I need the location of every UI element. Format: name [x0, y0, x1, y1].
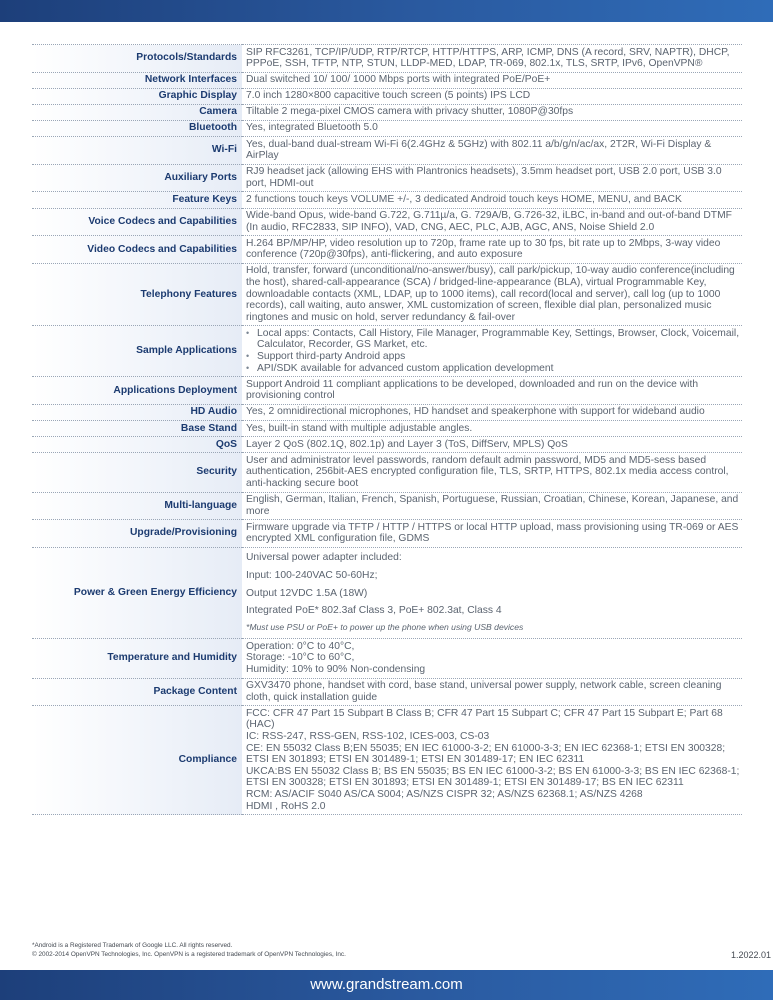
bottom-banner: [0, 970, 773, 1000]
footnotes: [32, 941, 752, 959]
spec-row-protocols-standards: [32, 45, 742, 73]
spec-line: Storage: -10°C to 60°C,: [246, 652, 355, 664]
website-link[interactable]: www.grandstream.com: [310, 976, 463, 993]
spec-label: Telephony Features: [32, 263, 242, 325]
spec-line: CE: EN 55032 Class B;EN 55035; EN IEC 61000-3-2; EN 61000-3-3; EN IEC 62368-1; ETSI EN 300328; ETSI EN 301893; ETSI EN 301489-1; ETSI EN 301489-17; EN IEC 62311: [246, 742, 726, 766]
spec-line: Humidity: 10% to 90% Non-condensing: [246, 664, 426, 676]
spec-value-lines: [242, 547, 742, 638]
spec-value: SIP RFC3261, TCP/IP/UDP, RTP/RTCP, HTTP/HTTPS, ARP, ICMP, DNS (A record, SRV, NAPTR), DHCP, PPPoE, SSH, TFTP, NTP, STUN, LLDP-MED, LDAP, TR-069, 802.1x, TLS, SRTP, IPv6, OpenVPN®: [242, 45, 742, 73]
spec-label: Base Stand: [32, 421, 242, 437]
spec-value-lines: [242, 706, 742, 815]
spec-label: Video Codecs and Capabilities: [32, 236, 242, 264]
spec-value: Layer 2 QoS (802.1Q, 802.1p) and Layer 3 (ToS, DiffServ, MPLS) QoS: [242, 437, 742, 453]
spec-value: English, German, Italian, French, Spanish, Portuguese, Russian, Croatian, Chinese, Korean, Japanese, and more: [242, 492, 742, 520]
spec-row-video-codecs-and-capabilities: [32, 236, 742, 264]
spec-row-feature-keys: [32, 192, 742, 208]
spec-label: Multi-language: [32, 492, 242, 520]
spec-row-network-interfaces: [32, 72, 742, 88]
spec-label: Feature Keys: [32, 192, 242, 208]
spec-row-voice-codecs-and-capabilities: [32, 208, 742, 236]
list-item: • Local apps: Contacts, Call History, File Manager, Programmable Key, Settings, Browser, Clock, Voicemail, Calculator, Recorder, GS Market, etc.: [246, 328, 742, 351]
spec-line: Input: 100-240VAC 50-60Hz;: [246, 569, 378, 581]
spec-line: HDMI , RoHS 2.0: [246, 800, 326, 812]
spec-row-camera: [32, 104, 742, 120]
list-item: • Support third-party Android apps: [246, 351, 742, 363]
spec-line: IC: RSS-247, RSS-GEN, RSS-102, ICES-003, CS-03: [246, 731, 490, 742]
spec-line: Operation: 0°C to 40°C,: [246, 640, 355, 652]
spec-label: Graphic Display: [32, 88, 242, 104]
spec-row-package-content: [32, 678, 742, 706]
document-version: 1.2022.01: [730, 950, 771, 960]
spec-value: Support Android 11 compliant applications to be developed, downloaded and run on the device with provisioning control: [242, 377, 742, 405]
spec-label: Upgrade/Provisioning: [32, 520, 242, 548]
spec-value: 2 functions touch keys VOLUME +/-, 3 dedicated Android touch keys HOME, MENU, and BACK: [242, 192, 742, 208]
spec-label: Applications Deployment: [32, 377, 242, 405]
spec-label: Camera: [32, 104, 242, 120]
spec-value: Tiltable 2 mega-pixel CMOS camera with privacy shutter, 1080P@30fps: [242, 104, 742, 120]
spec-value: 7.0 inch 1280×800 capacitive touch screen (5 points) IPS LCD: [242, 88, 742, 104]
spec-table-body: [32, 45, 742, 815]
spec-row-power-and-green-energy-efficiency: [32, 547, 742, 638]
spec-label: Compliance: [32, 706, 242, 815]
android-trademark-note: *Android is a Registered Trademark of Google LLC. All rights reserved.: [32, 942, 233, 949]
spec-value: Firmware upgrade via TFTP / HTTP / HTTPS or local HTTP upload, mass provisioning using TR-069 or AES encrypted XML configuration file, GDMS: [242, 520, 742, 548]
spec-label: Network Interfaces: [32, 72, 242, 88]
spec-row-compliance: [32, 706, 742, 815]
spec-label: Bluetooth: [32, 120, 242, 136]
spec-row-bluetooth: [32, 120, 742, 136]
spec-row-wi-fi: [32, 137, 742, 165]
spec-value: Dual switched 10/ 100/ 1000 Mbps ports with integrated PoE/PoE+: [242, 72, 742, 88]
spec-table: [32, 44, 742, 815]
spec-row-security: [32, 453, 742, 492]
spec-line: UKCA:BS EN 55032 Class B; BS EN 55035; BS EN IEC 61000-3-2; BS EN 61000-3-3; BS EN IEC 62368-1; ETSI EN 300328; ETSI EN 301893; ETSI EN 301489-1; ETSI EN 301489-17; BS EN IEC 62311: [246, 765, 740, 789]
spec-label: Temperature and Humidity: [32, 639, 242, 678]
spec-label: Protocols/Standards: [32, 45, 242, 73]
openvpn-trademark-note: © 2002-2014 OpenVPN Technologies, Inc. OpenVPN is a registered trademark of OpenVPN Technologies, Inc.: [32, 951, 346, 958]
spec-footnote: *Must use PSU or PoE+ to power up the phone when using USB devices: [246, 621, 524, 632]
spec-row-multi-language: [32, 492, 742, 520]
spec-value: Hold, transfer, forward (unconditional/no-answer/busy), call park/pickup, 10-way audio conference(including the host), shared-call-appearance (SCA) / bridged-line-appearance (BLA), virtual Programmable Key, downloadable contacts (XML, LDAP, up to 1000 items), call record(local and server), call log (up to 1000 records), call waiting, auto answer, XML customization of screen, flexible dial plan, personalized music ringtones and music on hold, server redundancy & fail-over: [242, 263, 742, 325]
list-item: • API/SDK available for advanced custom application development: [246, 363, 742, 375]
spec-value: Wide-band Opus, wide-band G.722, G.711µ/a, G. 729A/B, G.726-32, iLBC, in-band and out-of-band DTMF (In audio, RFC2833, SIP INFO), VAD, CNG, AEC, PLC, AJB, AGC, ANS, Noise Shield 2.0: [242, 208, 742, 236]
spec-row-base-stand: [32, 421, 742, 437]
spec-line: Output 12VDC 1.5A (18W): [246, 587, 368, 599]
spec-value: GXV3470 phone, handset with cord, base stand, universal power supply, network cable, screen cleaning cloth, quick installation guide: [242, 678, 742, 706]
spec-label: Wi-Fi: [32, 137, 242, 165]
spec-row-telephony-features: [32, 263, 742, 325]
spec-label: Power & Green Energy Efficiency: [32, 547, 242, 638]
spec-label: QoS: [32, 437, 242, 453]
bullet-list: [246, 328, 742, 374]
spec-line: FCC: CFR 47 Part 15 Subpart B Class B; CFR 47 Part 15 Subpart C; CFR 47 Part 15 Subpart E; Part 68 (HAC): [246, 707, 723, 731]
spec-row-qos: [32, 437, 742, 453]
spec-value: H.264 BP/MP/HP, video resolution up to 720p, frame rate up to 30 fps, bit rate up to 2Mbps, 3-way video conference (720p@30fps), anti-flickering, and auto exposure: [242, 236, 742, 264]
spec-value: RJ9 headset jack (allowing EHS with Plantronics headsets), 3.5mm headset port, USB 2.0 port, USB 3.0 port, HDMI-out: [242, 164, 742, 192]
spec-row-sample-applications: [32, 326, 742, 377]
spec-value: User and administrator level passwords, random default admin password, MD5 and MD5-sess based authentication, 256bit-AES encrypted configuration file, TLS, SRTP, HTTPS, 802.1x media access control, anti-hacking secure boot: [242, 453, 742, 492]
spec-value: Yes, integrated Bluetooth 5.0: [242, 120, 742, 136]
spec-line: Universal power adapter included:: [246, 552, 402, 564]
spec-row-applications-deployment: [32, 377, 742, 405]
spec-row-graphic-display: [32, 88, 742, 104]
spec-value: Yes, 2 omnidirectional microphones, HD handset and speakerphone with support for wideband audio: [242, 404, 742, 420]
spec-line: Integrated PoE* 802.3af Class 3, PoE+ 802.3at, Class 4: [246, 605, 502, 617]
spec-row-auxiliary-ports: [32, 164, 742, 192]
spec-value-lines: [242, 639, 742, 678]
spec-value: Yes, dual-band dual-stream Wi-Fi 6(2.4GHz & 5GHz) with 802.11 a/b/g/n/ac/ax, 2T2R, Wi-Fi Display & AirPlay: [242, 137, 742, 165]
spec-label: HD Audio: [32, 404, 242, 420]
spec-label: Sample Applications: [32, 326, 242, 377]
spec-row-upgrade-provisioning: [32, 520, 742, 548]
spec-value: Yes, built-in stand with multiple adjustable angles.: [242, 421, 742, 437]
spec-value-list: [242, 326, 742, 377]
spec-label: Security: [32, 453, 242, 492]
spec-row-temperature-and-humidity: [32, 639, 742, 678]
spec-label: Voice Codecs and Capabilities: [32, 208, 242, 236]
spec-label: Auxiliary Ports: [32, 164, 242, 192]
top-banner: [0, 0, 773, 22]
spec-line: RCM: AS/ACIF S040 AS/CA S004; AS/NZS CISPR 32; AS/NZS 62368.1; AS/NZS 4268: [246, 788, 643, 800]
spec-row-hd-audio: [32, 404, 742, 420]
spec-label: Package Content: [32, 678, 242, 706]
